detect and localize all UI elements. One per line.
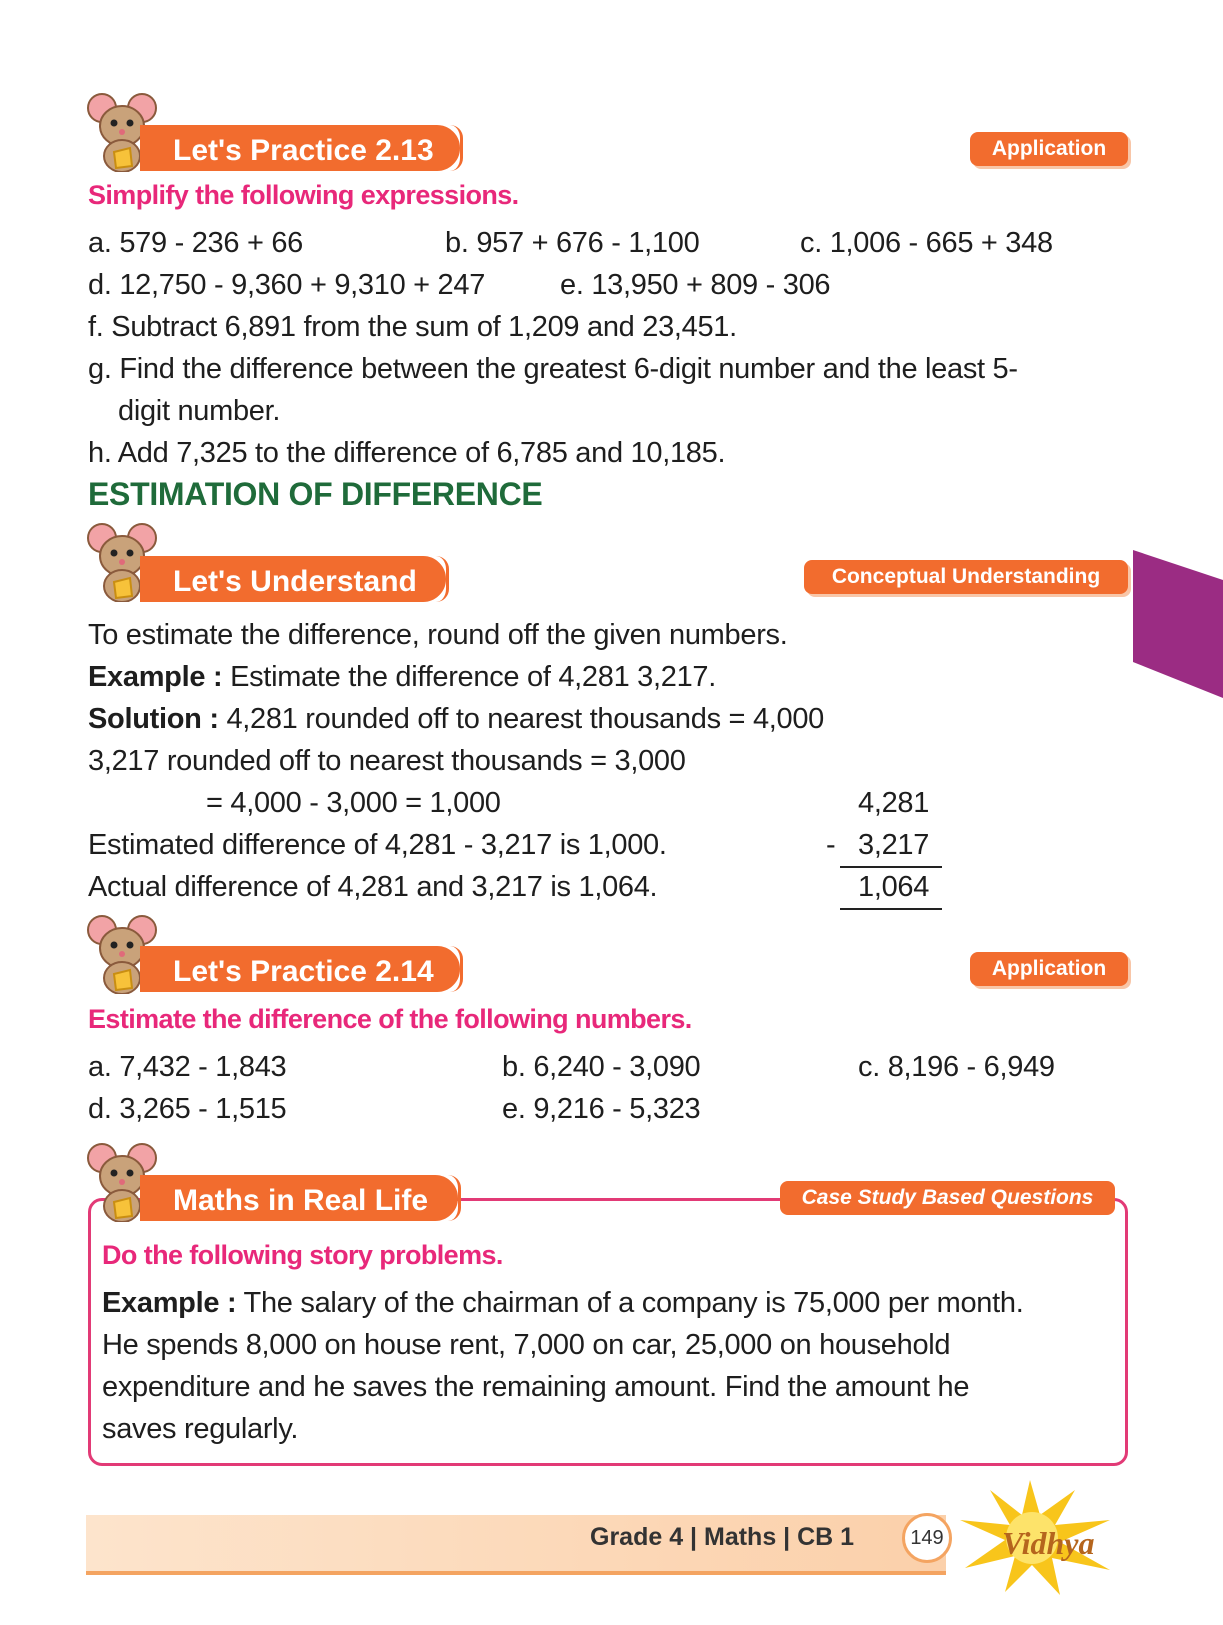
rounding-line: 3,217 rounded off to nearest thousands = 3,000 [88, 745, 686, 777]
item-d: d. 3,265 - 1,515 [88, 1093, 287, 1125]
subtraction-line: = 4,000 - 3,000 = 1,000 [206, 787, 501, 819]
item-e: e. 9,216 - 5,323 [502, 1093, 701, 1125]
example-text: Estimate the difference of 4,281 3,217. [222, 661, 717, 693]
item-b: b. 6,240 - 3,090 [502, 1051, 701, 1083]
application-badge: Application [970, 952, 1128, 986]
story-line-3: expenditure and he saves the remaining amount. Find the amount he [102, 1371, 970, 1403]
story-line-1 [102, 1282, 1023, 1324]
application-badge: Application [970, 132, 1128, 166]
item-b: b. 957 + 676 - 1,100 [445, 227, 700, 259]
practice-2-14-instruction: Estimate the difference of the following numbers. [88, 1004, 692, 1034]
estimated-line: Estimated difference of 4,281 - 3,217 is 1,000. [88, 829, 667, 861]
item-d: d. 12,750 - 9,360 + 9,310 + 247 [88, 269, 486, 301]
calc-rule-bottom [840, 908, 942, 910]
solution-label: Solution : [88, 703, 219, 735]
solution-line [88, 698, 824, 740]
story-example-label: Example : [102, 1287, 237, 1319]
item-c: c. 1,006 - 665 + 348 [800, 227, 1053, 259]
item-e: e. 13,950 + 809 - 306 [560, 269, 831, 301]
practice-2-14-title: Let's Practice 2.14 [140, 946, 460, 992]
item-c: c. 8,196 - 6,949 [858, 1051, 1055, 1083]
conceptual-badge: Conceptual Understanding [804, 560, 1128, 594]
understand-intro: To estimate the difference, round off the given numbers. [88, 619, 788, 651]
page-number: 149 [902, 1513, 952, 1563]
practice-2-13-instruction: Simplify the following expressions. [88, 180, 519, 210]
calc-bottom: 3,217 [858, 829, 930, 861]
item-a: a. 7,432 - 1,843 [88, 1051, 287, 1083]
item-g-cont: digit number. [118, 395, 281, 427]
purple-side-tab [1133, 550, 1223, 698]
real-life-title: Maths in Real Life [140, 1175, 458, 1221]
calc-minus: - [826, 829, 836, 861]
footer-course-label: Grade 4 | Maths | CB 1 [590, 1523, 855, 1551]
case-study-badge: Case Study Based Questions [780, 1181, 1115, 1215]
section-heading: ESTIMATION OF DIFFERENCE [88, 476, 543, 512]
item-a: a. 579 - 236 + 66 [88, 227, 303, 259]
story-line-4: saves regularly. [102, 1413, 299, 1445]
item-g: g. Find the difference between the greatest 6-digit number and the least 5- [88, 353, 1018, 385]
solution-text: 4,281 rounded off to nearest thousands = 4,000 [218, 703, 825, 735]
actual-line: Actual difference of 4,281 and 3,217 is 1,064. [88, 871, 658, 903]
example-label: Example : [88, 661, 223, 693]
logo-text: Vidhya [1002, 1525, 1095, 1561]
story-line-2: He spends 8,000 on house rent, 7,000 on car, 25,000 on household [102, 1329, 951, 1361]
real-life-instruction: Do the following story problems. [102, 1240, 503, 1270]
vidhya-logo-icon [960, 1480, 1135, 1595]
item-f: f. Subtract 6,891 from the sum of 1,209 and 23,451. [88, 311, 737, 343]
practice-2-13-title: Let's Practice 2.13 [140, 125, 460, 171]
story-text-1: The salary of the chairman of a company is 75,000 per month. [236, 1287, 1024, 1319]
calc-top: 4,281 [858, 787, 930, 819]
understand-title: Let's Understand [140, 556, 446, 602]
calc-result: 1,064 [858, 871, 930, 903]
item-h: h. Add 7,325 to the difference of 6,785 and 10,185. [88, 437, 726, 469]
example-line [88, 656, 716, 698]
